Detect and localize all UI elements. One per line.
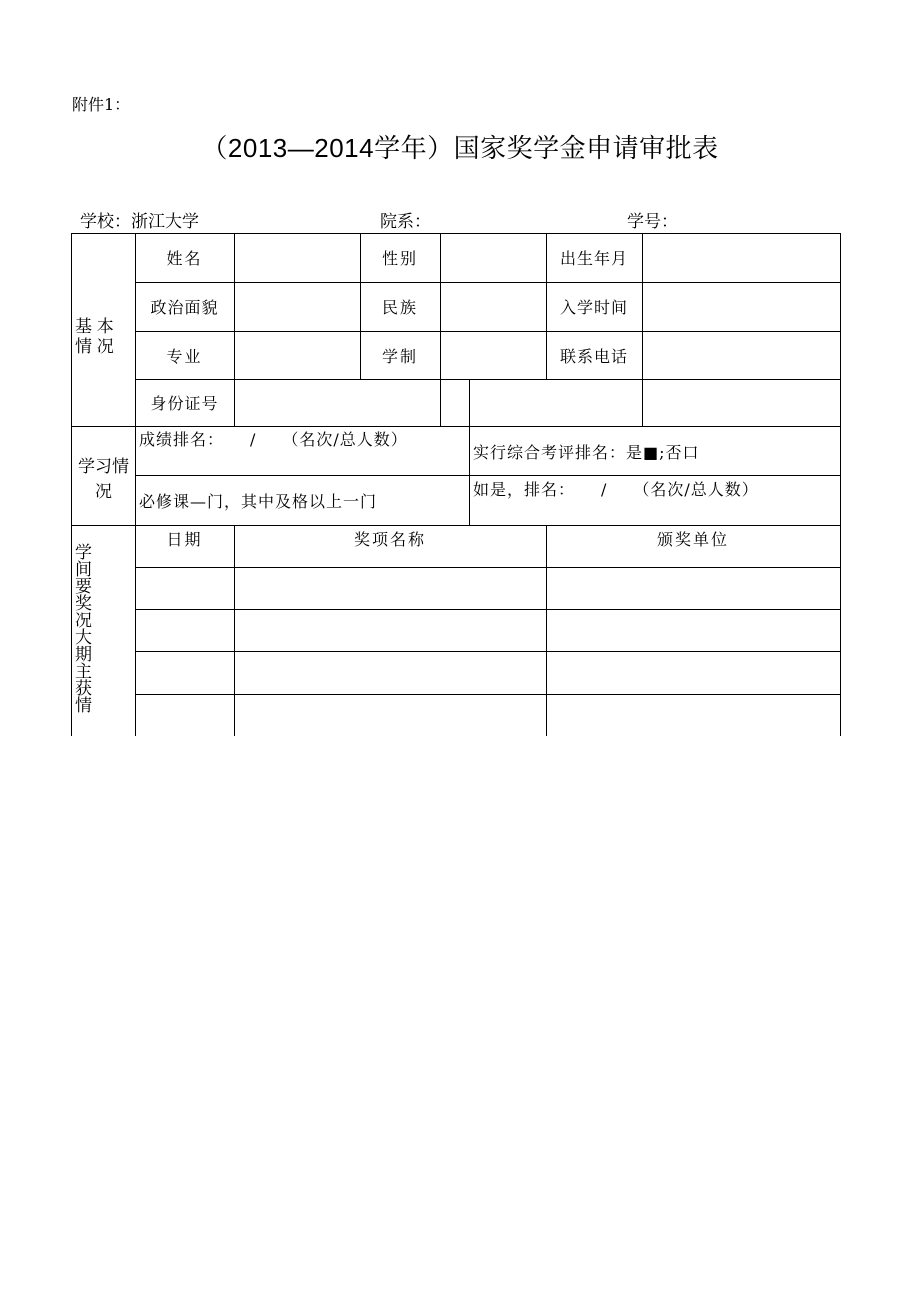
student-number-label: 学号：	[627, 212, 678, 231]
award-name-input[interactable]	[235, 568, 546, 609]
required-courses-text: 必修课—门，其中及格以上一门	[139, 492, 378, 511]
id-number-input[interactable]	[235, 380, 440, 426]
grid-line	[840, 233, 841, 736]
id-extra-input-2[interactable]	[643, 380, 840, 426]
form-title: （2013—2014学年）国家奖学金申请审批表	[201, 133, 719, 163]
name-label: 姓名	[166, 249, 203, 268]
major-input[interactable]	[235, 332, 360, 379]
school-label: 学校：	[80, 212, 131, 231]
if-yes-rank-text: 如是，排名： / （名次/总人数）	[473, 480, 759, 499]
basic-section-label-line1: 基 本	[75, 317, 114, 336]
system-input[interactable]	[441, 332, 546, 379]
birth-label: 出生年月	[559, 249, 628, 268]
enroll-time-input[interactable]	[643, 283, 840, 331]
id-number-label: 身份证号	[150, 394, 219, 413]
award-date-input[interactable]	[136, 610, 234, 651]
award-date-input[interactable]	[136, 695, 234, 736]
school-value: 浙江大学	[131, 212, 199, 231]
politics-input[interactable]	[235, 283, 360, 331]
department-label: 院系：	[380, 212, 431, 231]
phone-label: 联系电话	[559, 346, 628, 366]
attachment-label: 附件1：	[72, 95, 131, 114]
enroll-time-label: 入学时间	[559, 298, 628, 317]
award-issuer-input[interactable]	[547, 568, 840, 609]
school-field	[80, 207, 199, 232]
study-section-label-line1: 学习情	[78, 457, 129, 476]
gender-input[interactable]	[441, 234, 546, 282]
ethnicity-input[interactable]	[441, 283, 546, 331]
name-input[interactable]	[235, 234, 360, 282]
grade-rank-text: 成绩排名： / （名次/总人数）	[139, 430, 408, 449]
study-section-label-line2: 况	[95, 482, 112, 501]
award-name-input[interactable]	[235, 695, 546, 736]
awards-col-date: 日期	[166, 530, 203, 549]
phone-input[interactable]	[643, 332, 840, 379]
major-label: 专业	[166, 346, 203, 366]
award-date-input[interactable]	[136, 568, 234, 609]
awards-col-issuer: 颁奖单位	[656, 530, 729, 549]
id-extra-input[interactable]	[470, 380, 642, 426]
basic-section-label-line2: 情 况	[75, 337, 114, 356]
awards-section-label: 学间要奖况大期主获情	[72, 543, 91, 713]
comprehensive-ranking-text: 实行综合考评排名：是■;否口	[473, 442, 700, 462]
award-date-input[interactable]	[136, 652, 234, 694]
birth-input[interactable]	[643, 234, 840, 282]
gender-label: 性别	[381, 249, 418, 268]
system-label: 学制	[381, 346, 418, 366]
basic-section-label	[75, 317, 114, 357]
award-name-input[interactable]	[235, 652, 546, 694]
ethnicity-label: 民族	[381, 298, 418, 317]
award-issuer-input[interactable]	[547, 652, 840, 694]
award-issuer-input[interactable]	[547, 695, 840, 736]
award-issuer-input[interactable]	[547, 610, 840, 651]
award-name-input[interactable]	[235, 610, 546, 651]
politics-label: 政治面貌	[150, 298, 219, 317]
study-section-label	[72, 454, 135, 504]
awards-col-name: 奖项名称	[353, 530, 426, 549]
